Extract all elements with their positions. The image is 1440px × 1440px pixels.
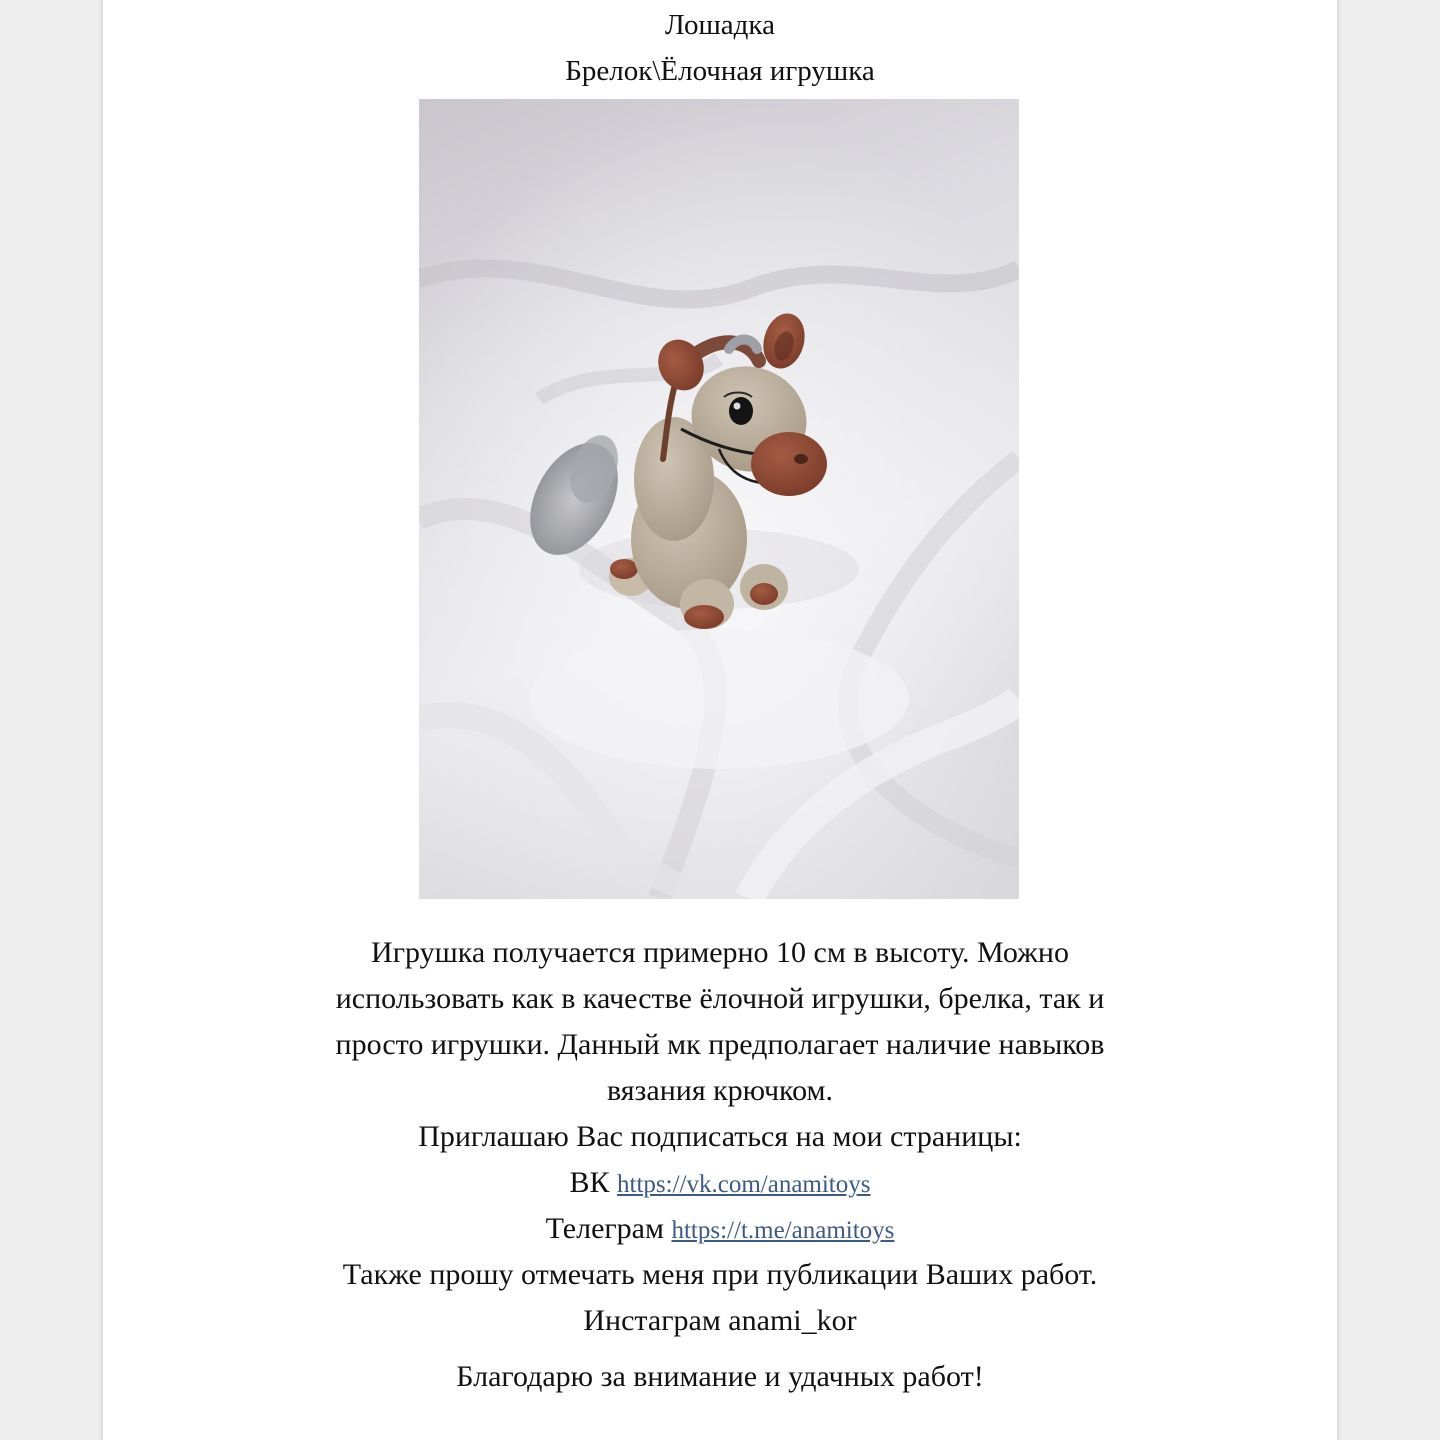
description-line-1: Игрушка получается примерно 10 см в высоту. Можно [371,936,1069,969]
telegram-label: Телеграм [545,1212,664,1245]
vk-label: ВК [569,1166,610,1199]
vk-link[interactable]: https://vk.com/anamitoys [617,1171,871,1198]
subscribe-invite: Приглашаю Вас подписаться на мои страницы: [418,1120,1022,1153]
description-line-2: использовать как в качестве ёлочной игрушки, брелка, так и [335,982,1105,1015]
vk-row [103,1165,1337,1203]
document-subtitle: Брелок\Ёлочная игрушка [565,55,875,87]
document-page [103,0,1337,1440]
description-line-4: вязания крючком. [606,1074,834,1107]
telegram-link[interactable]: https://t.me/anamitoys [671,1217,895,1244]
tag-request: Также прошу отмечать меня при публикации Ваших работ. [342,1258,1098,1291]
instagram-handle: Инстаграм anami_kor [583,1304,857,1337]
toy-photo [419,99,1019,899]
description-line-3: просто игрушки. Данный мк предполагает наличие навыков [335,1028,1105,1061]
telegram-row [103,1211,1337,1249]
thanks-line: Благодарю за внимание и удачных работ! [456,1360,984,1393]
document-title: Лошадка [665,9,775,41]
